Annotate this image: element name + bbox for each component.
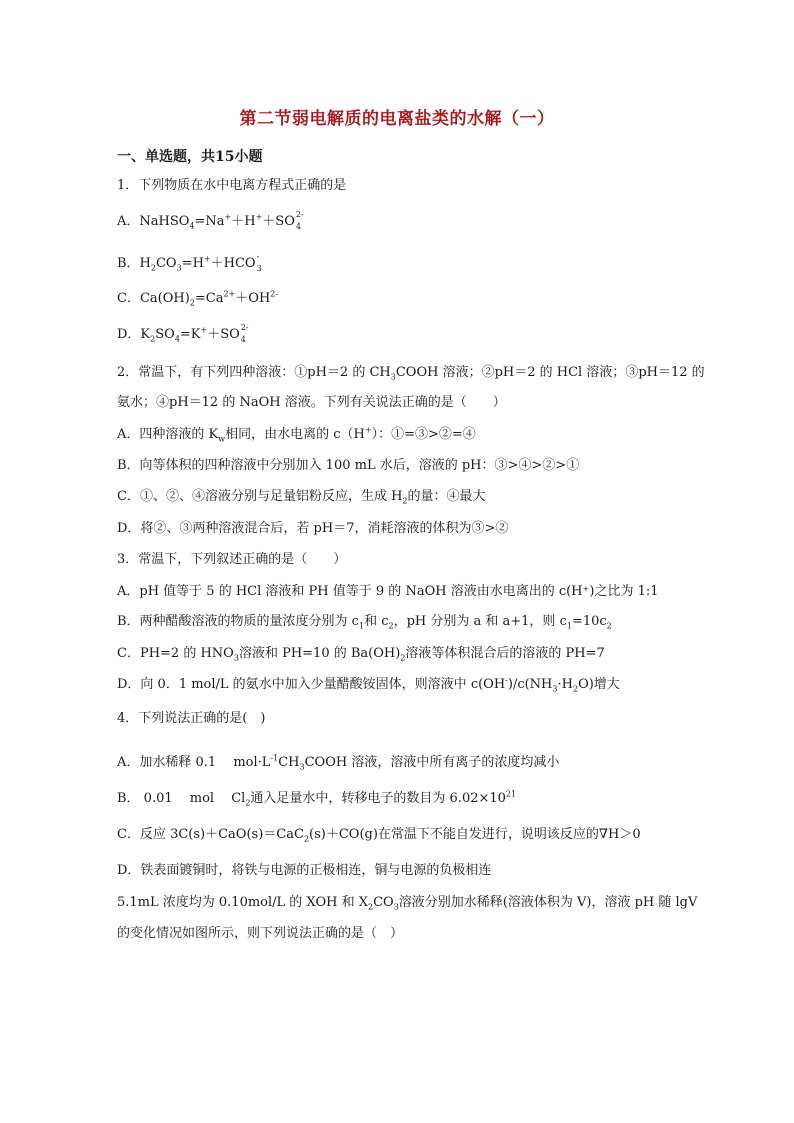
question-4-stem: 4．下列说法正确的是( )	[117, 711, 266, 726]
question-2-stem-line-1: 2．常温下，有下列四种溶液：①pH＝2 的 $CH_3COOH$ 溶液；②pH＝2 的 HCl 溶液；③pH＝12 的	[117, 365, 705, 382]
question-1-option-d: D．$K_2SO_4=K^++SO$ 2- 4	[117, 323, 249, 344]
question-5-stem-line-2: 的变化情况如图所示，则下列说法正确的是（ ）	[117, 926, 404, 941]
question-4-option-a: A．加水稀释 0.1 $mol\cdot L^{-1}CH_3COOH$ 溶液，溶液中所有离子的浓度均减小	[117, 753, 560, 772]
question-5-stem-line-1: 5.1mL 浓度均为 0.10mol/L 的 XOH 和 $X_2CO_3$溶液分别加水稀释(溶液体积为 V)，溶液 pH 随 lgV	[117, 895, 698, 912]
question-3-option-d: D．向 0．1 mol/L 的氨水中加入少量醋酸铵固体，则溶液中 $c(OH^-)/c(NH_3\cdot H_2O)$增大	[117, 675, 620, 694]
question-2-stem-line-2: 氨水；④pH＝12 的 NaOH 溶液。下列有关说法正确的是（ ）	[117, 395, 506, 410]
question-1-option-b: B．$H_2CO_3=H^++HCO$ - 3	[117, 252, 262, 273]
question-3-option-b: B．两种醋酸溶液的物质的量浓度分别为 $c_1$和 $c_2$，pH 分别为 a 和 a+1，则 $c_1=10c_2$	[117, 614, 612, 631]
question-4-option-c: C．反应 3C(s)＋CaO(s)＝CaC$_2$(s)＋CO(g)在常温下不能自发进行，说明该反应的∇H＞0	[117, 827, 641, 844]
question-1-option-c: C．$Ca(OH)_2=Ca^{2+}+OH^{2-}$	[117, 289, 279, 308]
question-3-option-c: C．PH=2 的 $HNO_3$溶液和 PH=10 的 $Ba(OH)_2$溶液等体积混合后的溶液的 PH=7	[117, 646, 605, 663]
question-1-option-a: A．NaHSO$_4$=Na+＋H+＋SO 2- 4	[117, 210, 304, 231]
question-4-option-d: D．铁表面镀铜时，将铁与电源的正极相连，铜与电源的负极相连	[117, 863, 492, 878]
section-heading: 一、单选题，共15小题	[117, 149, 263, 165]
question-2-option-a: A．四种溶液的 $K_w$相同，由水电离的 c（H+）：①=③>②=④	[117, 425, 476, 444]
question-3-stem: 3．常温下，下列叙述正确的是（ ）	[117, 552, 347, 567]
question-4-option-b: B． 0.01 mol $Cl_2$通入足量水中，转移电子的数目为 $6.02\times 10^{21}$	[117, 789, 517, 808]
question-2-option-c: C．①、②、④溶液分别与足量铝粉反应，生成 $H_2$的量：④最大	[117, 489, 486, 506]
question-2-option-d: D．将②、③两种溶液混合后，若 pH＝7，消耗溶液的体积为③>②	[117, 521, 509, 536]
question-2-option-b: B．向等体积的四种溶液中分别加入 100 mL 水后，溶液的 pH：③>④>②>①	[117, 458, 580, 473]
document-title: 第二节弱电解质的电离盐类的水解（一）	[239, 109, 555, 129]
question-3-option-a: A．pH 值等于 5 的 HCl 溶液和 PH 值等于 9 的 NaOH 溶液由水电离出的 c(H⁺)之比为 1:1	[117, 584, 659, 599]
question-1-stem: 1．下列物质在水中电离方程式正确的是	[117, 178, 347, 193]
